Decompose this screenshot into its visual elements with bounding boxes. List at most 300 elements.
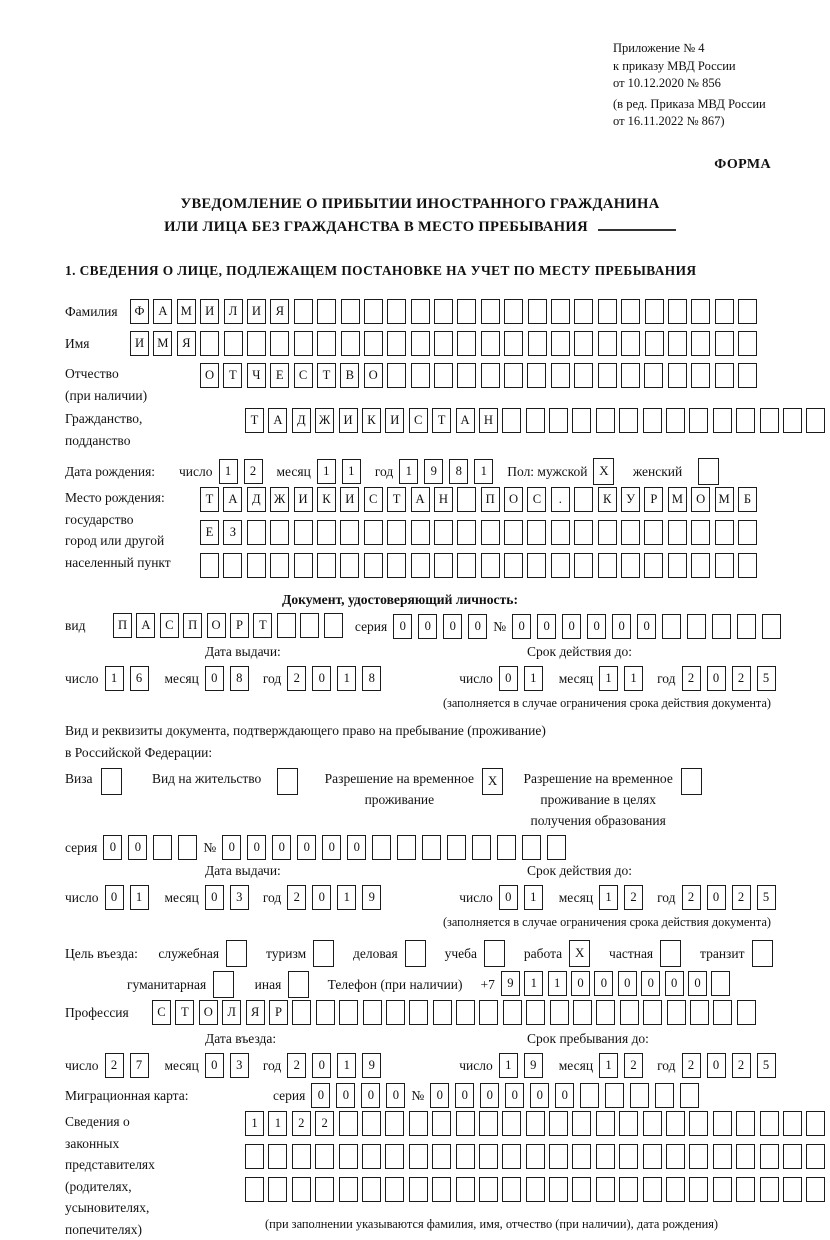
doc-expiry-day-boxes[interactable] xyxy=(499,666,549,691)
char-box[interactable] xyxy=(572,1177,591,1202)
char-box[interactable]: З xyxy=(223,520,242,545)
char-box[interactable]: 1 xyxy=(599,1053,618,1078)
char-box[interactable]: 2 xyxy=(732,885,751,910)
char-box[interactable]: 1 xyxy=(130,885,149,910)
char-box[interactable]: С xyxy=(364,487,383,512)
char-box[interactable]: 0 xyxy=(707,666,726,691)
char-box[interactable] xyxy=(504,520,523,545)
purpose-work-checkbox[interactable]: X xyxy=(569,940,590,967)
char-box[interactable]: 2 xyxy=(315,1111,334,1136)
char-box[interactable] xyxy=(528,331,547,356)
char-box[interactable]: И xyxy=(294,487,313,512)
char-box[interactable] xyxy=(528,299,547,324)
char-box[interactable]: К xyxy=(598,487,617,512)
char-box[interactable]: 0 xyxy=(505,1083,524,1108)
char-box[interactable]: А xyxy=(268,408,287,433)
char-box[interactable] xyxy=(527,553,546,578)
char-box[interactable] xyxy=(411,553,430,578)
char-box[interactable] xyxy=(434,520,453,545)
char-box[interactable] xyxy=(574,520,593,545)
char-box[interactable] xyxy=(738,520,757,545)
char-box[interactable] xyxy=(270,553,289,578)
char-box[interactable] xyxy=(667,1000,686,1025)
stay-year-boxes[interactable] xyxy=(682,1053,782,1078)
char-box[interactable] xyxy=(497,835,516,860)
char-box[interactable] xyxy=(572,1144,591,1169)
char-box[interactable]: И xyxy=(200,299,219,324)
birth-year-boxes[interactable] xyxy=(399,459,499,484)
char-box[interactable]: 0 xyxy=(347,835,366,860)
char-box[interactable] xyxy=(549,1177,568,1202)
char-box[interactable]: Ч xyxy=(247,363,266,388)
purpose-transit-checkbox[interactable] xyxy=(752,940,773,967)
char-box[interactable] xyxy=(432,1177,451,1202)
char-box[interactable] xyxy=(504,553,523,578)
char-box[interactable]: 0 xyxy=(361,1083,380,1108)
char-box[interactable] xyxy=(621,363,640,388)
char-box[interactable] xyxy=(268,1177,287,1202)
char-box[interactable] xyxy=(481,331,500,356)
char-box[interactable] xyxy=(596,1144,615,1169)
char-box[interactable] xyxy=(619,1111,638,1136)
char-box[interactable] xyxy=(598,299,617,324)
char-box[interactable]: Е xyxy=(270,363,289,388)
phone-boxes[interactable] xyxy=(501,971,735,998)
char-box[interactable]: Н xyxy=(434,487,453,512)
char-box[interactable]: И xyxy=(385,408,404,433)
char-box[interactable]: 9 xyxy=(362,885,381,910)
char-box[interactable]: Ф xyxy=(130,299,149,324)
char-box[interactable] xyxy=(247,331,266,356)
temp-residence-education-checkbox[interactable] xyxy=(681,768,702,795)
migration-number-boxes[interactable] xyxy=(430,1083,705,1108)
char-box[interactable]: 1 xyxy=(524,666,543,691)
char-box[interactable] xyxy=(713,1111,732,1136)
char-box[interactable]: 0 xyxy=(297,835,316,860)
char-box[interactable] xyxy=(620,1000,639,1025)
char-box[interactable] xyxy=(457,363,476,388)
char-box[interactable]: 2 xyxy=(105,1053,124,1078)
purpose-other-checkbox[interactable] xyxy=(288,971,309,998)
char-box[interactable] xyxy=(715,553,734,578)
char-box[interactable]: 2 xyxy=(624,885,643,910)
char-box[interactable] xyxy=(292,1177,311,1202)
char-box[interactable] xyxy=(362,1111,381,1136)
char-box[interactable] xyxy=(245,1177,264,1202)
char-box[interactable] xyxy=(432,1111,451,1136)
char-box[interactable] xyxy=(644,520,663,545)
char-box[interactable] xyxy=(644,553,663,578)
char-box[interactable]: В xyxy=(340,363,359,388)
char-box[interactable] xyxy=(387,299,406,324)
char-box[interactable] xyxy=(762,614,781,639)
char-box[interactable] xyxy=(806,1111,825,1136)
char-box[interactable] xyxy=(481,520,500,545)
purpose-private-checkbox[interactable] xyxy=(660,940,681,967)
char-box[interactable] xyxy=(447,835,466,860)
char-box[interactable] xyxy=(422,835,441,860)
char-box[interactable] xyxy=(339,1177,358,1202)
char-box[interactable] xyxy=(481,553,500,578)
char-box[interactable] xyxy=(760,1177,779,1202)
char-box[interactable]: 2 xyxy=(287,885,306,910)
char-box[interactable] xyxy=(527,363,546,388)
char-box[interactable] xyxy=(689,1177,708,1202)
char-box[interactable] xyxy=(434,331,453,356)
char-box[interactable]: И xyxy=(340,487,359,512)
doc-expiry-month-boxes[interactable] xyxy=(599,666,649,691)
char-box[interactable]: А xyxy=(411,487,430,512)
char-box[interactable] xyxy=(340,553,359,578)
doc-series-boxes[interactable] xyxy=(393,614,493,639)
char-box[interactable] xyxy=(643,1000,662,1025)
char-box[interactable] xyxy=(738,363,757,388)
birthplace-boxes-row3[interactable] xyxy=(200,553,761,580)
char-box[interactable]: 5 xyxy=(757,885,776,910)
char-box[interactable]: 0 xyxy=(336,1083,355,1108)
char-box[interactable]: Т xyxy=(317,363,336,388)
char-box[interactable]: 3 xyxy=(230,1053,249,1078)
purpose-official-checkbox[interactable] xyxy=(226,940,247,967)
char-box[interactable] xyxy=(715,299,734,324)
char-box[interactable] xyxy=(372,835,391,860)
char-box[interactable] xyxy=(339,1000,358,1025)
char-box[interactable] xyxy=(456,1144,475,1169)
char-box[interactable]: 5 xyxy=(757,1053,776,1078)
char-box[interactable]: Т xyxy=(432,408,451,433)
char-box[interactable]: Л xyxy=(224,299,243,324)
char-box[interactable] xyxy=(364,553,383,578)
residence-series-boxes[interactable] xyxy=(103,835,203,860)
char-box[interactable] xyxy=(645,331,664,356)
char-box[interactable] xyxy=(598,363,617,388)
char-box[interactable]: А xyxy=(223,487,242,512)
char-box[interactable] xyxy=(619,408,638,433)
char-box[interactable]: Е xyxy=(200,520,219,545)
char-box[interactable] xyxy=(643,408,662,433)
char-box[interactable]: 0 xyxy=(512,614,531,639)
doc-issue-month-boxes[interactable] xyxy=(205,666,255,691)
char-box[interactable] xyxy=(317,331,336,356)
representatives-boxes-row2[interactable] xyxy=(245,1144,830,1171)
char-box[interactable]: Ж xyxy=(315,408,334,433)
residence-expiry-month-boxes[interactable] xyxy=(599,885,649,910)
char-box[interactable] xyxy=(315,1177,334,1202)
char-box[interactable] xyxy=(315,1144,334,1169)
char-box[interactable] xyxy=(387,331,406,356)
char-box[interactable]: С xyxy=(409,408,428,433)
char-box[interactable] xyxy=(760,1111,779,1136)
char-box[interactable]: 1 xyxy=(599,885,618,910)
char-box[interactable]: 2 xyxy=(287,666,306,691)
char-box[interactable]: 2 xyxy=(732,666,751,691)
char-box[interactable]: 1 xyxy=(342,459,361,484)
char-box[interactable] xyxy=(605,1083,624,1108)
char-box[interactable] xyxy=(551,331,570,356)
char-box[interactable]: С xyxy=(294,363,313,388)
char-box[interactable] xyxy=(324,613,343,638)
representatives-boxes-row3[interactable] xyxy=(245,1177,830,1204)
char-box[interactable]: 2 xyxy=(682,1053,701,1078)
char-box[interactable]: Ж xyxy=(270,487,289,512)
char-box[interactable] xyxy=(504,363,523,388)
char-box[interactable] xyxy=(504,299,523,324)
entry-month-boxes[interactable] xyxy=(205,1053,255,1078)
char-box[interactable]: 0 xyxy=(612,614,631,639)
char-box[interactable] xyxy=(200,331,219,356)
char-box[interactable]: М xyxy=(668,487,687,512)
char-box[interactable]: 0 xyxy=(222,835,241,860)
char-box[interactable] xyxy=(691,553,710,578)
char-box[interactable]: 0 xyxy=(707,1053,726,1078)
purpose-tourism-checkbox[interactable] xyxy=(313,940,334,967)
char-box[interactable] xyxy=(736,1111,755,1136)
residence-permit-checkbox[interactable] xyxy=(277,768,298,795)
char-box[interactable]: Б xyxy=(738,487,757,512)
char-box[interactable] xyxy=(713,1000,732,1025)
char-box[interactable] xyxy=(386,1000,405,1025)
char-box[interactable]: 1 xyxy=(524,885,543,910)
char-box[interactable] xyxy=(294,553,313,578)
char-box[interactable]: 1 xyxy=(219,459,238,484)
patronymic-boxes[interactable] xyxy=(200,363,761,390)
char-box[interactable] xyxy=(572,408,591,433)
char-box[interactable] xyxy=(574,299,593,324)
char-box[interactable] xyxy=(317,553,336,578)
char-box[interactable] xyxy=(526,408,545,433)
char-box[interactable] xyxy=(549,1144,568,1169)
char-box[interactable] xyxy=(397,835,416,860)
char-box[interactable] xyxy=(668,363,687,388)
char-box[interactable]: 0 xyxy=(530,1083,549,1108)
char-box[interactable] xyxy=(643,1111,662,1136)
char-box[interactable]: Л xyxy=(222,1000,241,1025)
doc-issue-day-boxes[interactable] xyxy=(105,666,155,691)
char-box[interactable] xyxy=(456,1000,475,1025)
char-box[interactable] xyxy=(596,1111,615,1136)
char-box[interactable]: О xyxy=(364,363,383,388)
char-box[interactable] xyxy=(715,331,734,356)
char-box[interactable]: М xyxy=(715,487,734,512)
char-box[interactable]: С xyxy=(152,1000,171,1025)
char-box[interactable]: 0 xyxy=(537,614,556,639)
residence-issue-day-boxes[interactable] xyxy=(105,885,155,910)
char-box[interactable]: 0 xyxy=(312,666,331,691)
char-box[interactable] xyxy=(411,363,430,388)
char-box[interactable] xyxy=(503,1000,522,1025)
doc-number-boxes[interactable] xyxy=(512,614,787,639)
char-box[interactable]: 2 xyxy=(682,666,701,691)
char-box[interactable] xyxy=(270,520,289,545)
char-box[interactable] xyxy=(504,331,523,356)
char-box[interactable] xyxy=(294,331,313,356)
char-box[interactable]: 8 xyxy=(449,459,468,484)
char-box[interactable] xyxy=(643,1177,662,1202)
char-box[interactable] xyxy=(551,299,570,324)
char-box[interactable] xyxy=(598,520,617,545)
char-box[interactable] xyxy=(457,487,476,512)
char-box[interactable]: Я xyxy=(246,1000,265,1025)
char-box[interactable] xyxy=(783,1177,802,1202)
char-box[interactable] xyxy=(645,299,664,324)
char-box[interactable] xyxy=(551,363,570,388)
char-box[interactable] xyxy=(362,1177,381,1202)
char-box[interactable]: М xyxy=(153,331,172,356)
char-box[interactable] xyxy=(364,299,383,324)
char-box[interactable] xyxy=(479,1177,498,1202)
char-box[interactable]: Р xyxy=(269,1000,288,1025)
doc-issue-year-boxes[interactable] xyxy=(287,666,387,691)
char-box[interactable] xyxy=(526,1111,545,1136)
char-box[interactable] xyxy=(245,1144,264,1169)
char-box[interactable] xyxy=(630,1083,649,1108)
char-box[interactable] xyxy=(551,553,570,578)
char-box[interactable] xyxy=(806,1144,825,1169)
char-box[interactable] xyxy=(712,614,731,639)
char-box[interactable] xyxy=(457,299,476,324)
char-box[interactable] xyxy=(153,835,172,860)
char-box[interactable] xyxy=(691,331,710,356)
char-box[interactable] xyxy=(316,1000,335,1025)
char-box[interactable] xyxy=(783,1111,802,1136)
char-box[interactable] xyxy=(294,520,313,545)
char-box[interactable] xyxy=(522,835,541,860)
char-box[interactable] xyxy=(598,331,617,356)
char-box[interactable] xyxy=(691,520,710,545)
char-box[interactable]: 9 xyxy=(501,971,520,996)
char-box[interactable] xyxy=(715,520,734,545)
char-box[interactable] xyxy=(596,1177,615,1202)
char-box[interactable] xyxy=(689,1144,708,1169)
char-box[interactable]: 0 xyxy=(103,835,122,860)
char-box[interactable]: 1 xyxy=(105,666,124,691)
char-box[interactable]: П xyxy=(481,487,500,512)
char-box[interactable] xyxy=(621,331,640,356)
char-box[interactable]: Д xyxy=(292,408,311,433)
char-box[interactable]: Я xyxy=(177,331,196,356)
char-box[interactable] xyxy=(178,835,197,860)
char-box[interactable]: Т xyxy=(245,408,264,433)
char-box[interactable] xyxy=(574,553,593,578)
residence-number-boxes[interactable] xyxy=(222,835,572,860)
char-box[interactable] xyxy=(362,1144,381,1169)
char-box[interactable] xyxy=(619,1177,638,1202)
char-box[interactable]: Р xyxy=(230,613,249,638)
char-box[interactable]: 1 xyxy=(337,885,356,910)
char-box[interactable]: 1 xyxy=(268,1111,287,1136)
char-box[interactable] xyxy=(457,331,476,356)
char-box[interactable]: С xyxy=(160,613,179,638)
residence-expiry-year-boxes[interactable] xyxy=(682,885,782,910)
purpose-study-checkbox[interactable] xyxy=(484,940,505,967)
char-box[interactable]: . xyxy=(551,487,570,512)
char-box[interactable]: П xyxy=(113,613,132,638)
char-box[interactable] xyxy=(596,408,615,433)
char-box[interactable]: О xyxy=(199,1000,218,1025)
char-box[interactable] xyxy=(621,299,640,324)
char-box[interactable]: 0 xyxy=(499,885,518,910)
char-box[interactable]: Т xyxy=(253,613,272,638)
char-box[interactable]: Т xyxy=(387,487,406,512)
char-box[interactable]: У xyxy=(621,487,640,512)
char-box[interactable] xyxy=(317,299,336,324)
char-box[interactable] xyxy=(247,520,266,545)
char-box[interactable]: 1 xyxy=(399,459,418,484)
migration-series-boxes[interactable] xyxy=(311,1083,411,1108)
char-box[interactable]: 1 xyxy=(548,971,567,996)
char-box[interactable] xyxy=(364,520,383,545)
char-box[interactable] xyxy=(550,1000,569,1025)
char-box[interactable] xyxy=(385,1144,404,1169)
char-box[interactable] xyxy=(502,408,521,433)
char-box[interactable] xyxy=(526,1177,545,1202)
char-box[interactable]: 0 xyxy=(443,614,462,639)
citizenship-boxes[interactable] xyxy=(245,408,830,435)
char-box[interactable] xyxy=(292,1144,311,1169)
char-box[interactable]: 0 xyxy=(455,1083,474,1108)
char-box[interactable] xyxy=(574,331,593,356)
char-box[interactable] xyxy=(806,408,825,433)
char-box[interactable] xyxy=(668,520,687,545)
char-box[interactable] xyxy=(502,1111,521,1136)
purpose-humanitarian-checkbox[interactable] xyxy=(213,971,234,998)
surname-boxes[interactable] xyxy=(130,299,762,326)
char-box[interactable]: М xyxy=(177,299,196,324)
char-box[interactable] xyxy=(668,331,687,356)
char-box[interactable] xyxy=(339,1111,358,1136)
gender-female-checkbox[interactable] xyxy=(698,458,719,485)
char-box[interactable]: 3 xyxy=(230,885,249,910)
char-box[interactable] xyxy=(737,1000,756,1025)
char-box[interactable] xyxy=(270,331,289,356)
char-box[interactable]: 2 xyxy=(682,885,701,910)
char-box[interactable] xyxy=(434,363,453,388)
char-box[interactable]: 0 xyxy=(393,614,412,639)
char-box[interactable] xyxy=(268,1144,287,1169)
char-box[interactable] xyxy=(433,1000,452,1025)
char-box[interactable] xyxy=(580,1083,599,1108)
char-box[interactable] xyxy=(713,1144,732,1169)
char-box[interactable]: 0 xyxy=(707,885,726,910)
char-box[interactable]: С xyxy=(527,487,546,512)
entry-year-boxes[interactable] xyxy=(287,1053,387,1078)
char-box[interactable] xyxy=(736,1144,755,1169)
char-box[interactable]: 0 xyxy=(637,614,656,639)
char-box[interactable] xyxy=(783,1144,802,1169)
char-box[interactable]: Я xyxy=(270,299,289,324)
char-box[interactable]: 0 xyxy=(618,971,637,996)
char-box[interactable] xyxy=(713,1177,732,1202)
char-box[interactable] xyxy=(526,1000,545,1025)
char-box[interactable] xyxy=(662,614,681,639)
char-box[interactable] xyxy=(691,299,710,324)
char-box[interactable] xyxy=(690,1000,709,1025)
char-box[interactable] xyxy=(738,299,757,324)
char-box[interactable] xyxy=(456,1111,475,1136)
char-box[interactable]: 0 xyxy=(272,835,291,860)
temp-residence-checkbox[interactable]: X xyxy=(482,768,503,795)
char-box[interactable] xyxy=(549,1111,568,1136)
char-box[interactable]: О xyxy=(504,487,523,512)
char-box[interactable]: 0 xyxy=(418,614,437,639)
char-box[interactable] xyxy=(760,408,779,433)
purpose-business-checkbox[interactable] xyxy=(405,940,426,967)
char-box[interactable]: 0 xyxy=(312,1053,331,1078)
char-box[interactable] xyxy=(363,1000,382,1025)
char-box[interactable]: О xyxy=(691,487,710,512)
char-box[interactable] xyxy=(385,1111,404,1136)
char-box[interactable]: 2 xyxy=(624,1053,643,1078)
